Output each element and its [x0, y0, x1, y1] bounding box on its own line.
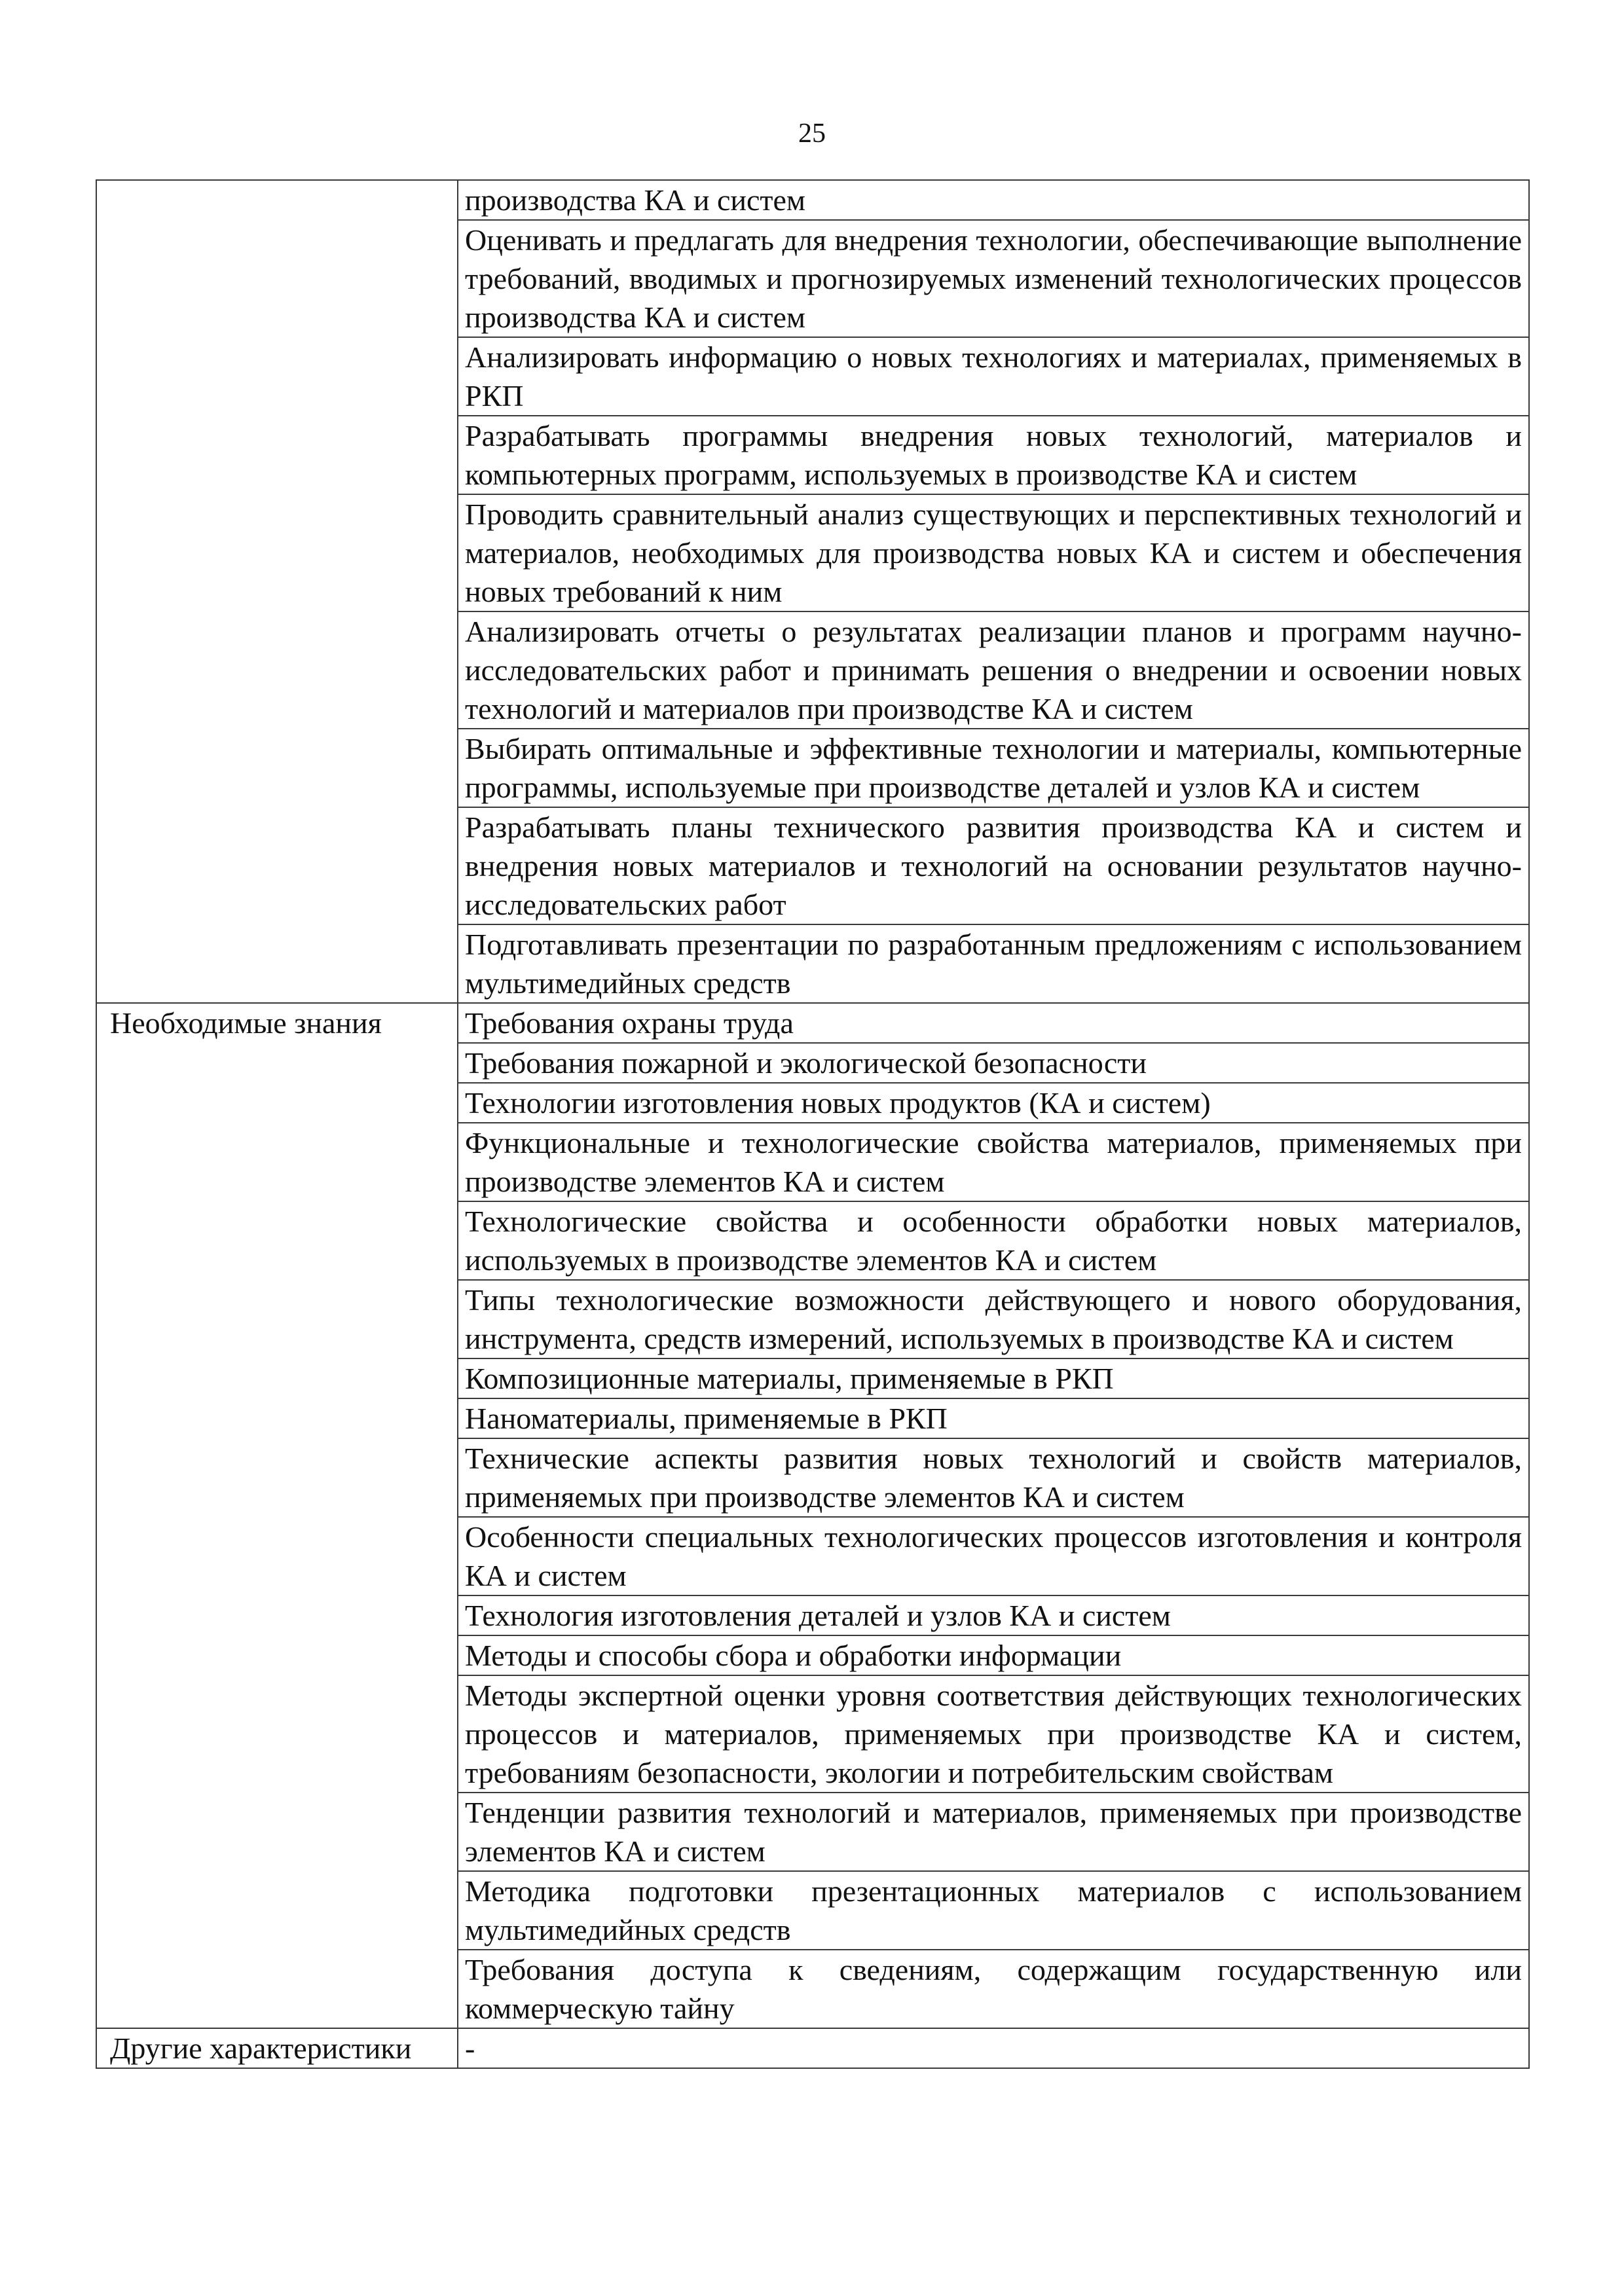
requirements-table: [96, 179, 1530, 2069]
skill-item: производства КА и систем: [458, 180, 1529, 220]
table-row: [96, 1003, 1529, 1043]
table-row: [96, 180, 1529, 220]
knowledge-item: Требования охраны труда: [458, 1003, 1529, 1043]
knowledge-label: Необходимые знания: [96, 1003, 458, 2028]
knowledge-item: Технологии изготовления новых продуктов (КА и систем): [458, 1083, 1529, 1123]
knowledge-item: Методы и способы сбора и обработки информации: [458, 1635, 1529, 1675]
knowledge-item: Методы экспертной оценки уровня соответствия действующих технологических процессов и материалов, применяемых при производстве КА и систем, требованиям безопасности, экологии и потребительским свойствам: [458, 1675, 1529, 1793]
skill-item: Оценивать и предлагать для внедрения технологии, обеспечивающие выполнение требований, вводимых и прогнозируемых изменений технологических процессов производства КА и систем: [458, 220, 1529, 337]
page-number: 25: [798, 118, 826, 149]
skill-item: Анализировать информацию о новых технологиях и материалах, применяемых в РКП: [458, 337, 1529, 416]
knowledge-item: Функциональные и технологические свойства материалов, применяемых при производстве элементов КА и систем: [458, 1123, 1529, 1201]
skill-item: Разрабатывать программы внедрения новых технологий, материалов и компьютерных программ, используемых в производстве КА и систем: [458, 416, 1529, 494]
knowledge-item: Тенденции развития технологий и материалов, применяемых при производстве элементов КА и систем: [458, 1793, 1529, 1871]
skill-item: Анализировать отчеты о результатах реализации планов и программ научно-исследовательских работ и принимать решения о внедрении и освоении новых технологий и материалов при производстве КА и систем: [458, 611, 1529, 729]
skill-item: Подготавливать презентации по разработанным предложениям с использованием мультимедийных средств: [458, 924, 1529, 1003]
knowledge-item: Наноматериалы, применяемые в РКП: [458, 1398, 1529, 1438]
knowledge-item: Требования пожарной и экологической безопасности: [458, 1043, 1529, 1083]
knowledge-item: Методика подготовки презентационных материалов с использованием мультимедийных средств: [458, 1871, 1529, 1950]
skill-item: Разрабатывать планы технического развития производства КА и систем и внедрения новых материалов и технологий на основании результатов научно-исследовательских работ: [458, 807, 1529, 924]
other-value: -: [458, 2028, 1529, 2068]
knowledge-item: Типы технологические возможности действующего и нового оборудования, инструмента, средств измерений, используемых в производстве КА и систем: [458, 1280, 1529, 1358]
continuation-label-cell: [96, 180, 458, 1003]
knowledge-item: Требования доступа к сведениям, содержащим государственную или коммерческую тайну: [458, 1950, 1529, 2028]
knowledge-item: Технологические свойства и особенности обработки новых материалов, используемых в производстве элементов КА и систем: [458, 1201, 1529, 1280]
table-row: [96, 2028, 1529, 2068]
knowledge-item: Технология изготовления деталей и узлов КА и систем: [458, 1595, 1529, 1635]
skill-item: Проводить сравнительный анализ существующих и перспективных технологий и материалов, необходимых для производства новых КА и систем и обеспечения новых требований к ним: [458, 494, 1529, 611]
skill-item: Выбирать оптимальные и эффективные технологии и материалы, компьютерные программы, используемые при производстве деталей и узлов КА и систем: [458, 729, 1529, 807]
knowledge-item: Технические аспекты развития новых технологий и свойств материалов, применяемых при производстве элементов КА и систем: [458, 1438, 1529, 1517]
knowledge-item: Особенности специальных технологических процессов изготовления и контроля КА и систем: [458, 1517, 1529, 1595]
knowledge-item: Композиционные материалы, применяемые в РКП: [458, 1358, 1529, 1398]
other-label: Другие характеристики: [96, 2028, 458, 2068]
